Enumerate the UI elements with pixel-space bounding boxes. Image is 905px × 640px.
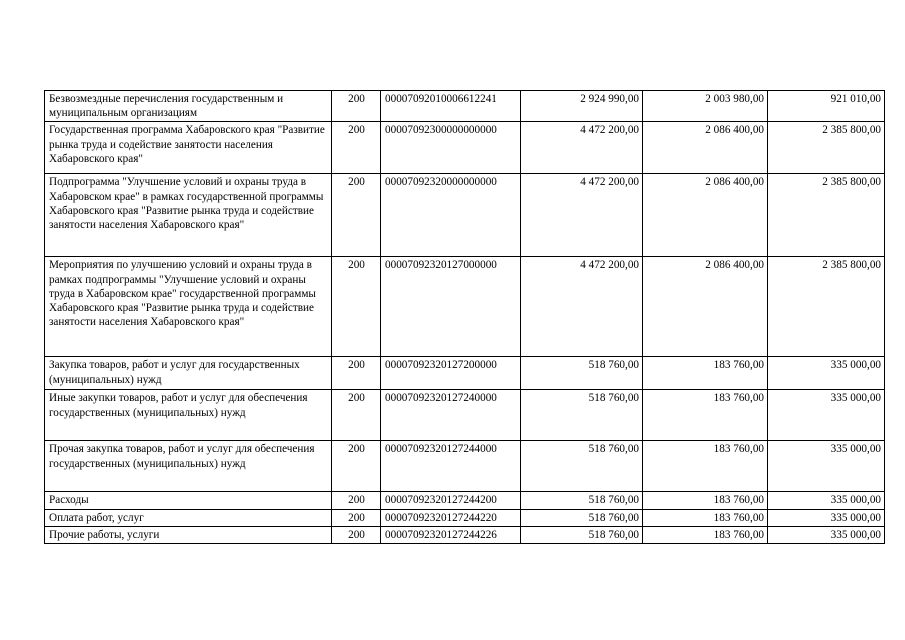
budget-table [44,90,885,544]
row-name: Расходы [45,492,332,509]
row-approved-amount: 518 760,00 [521,492,643,509]
table-row [45,91,885,122]
row-classification-code: 00007092320127000000 [381,257,521,357]
row-name: Подпрограмма "Улучшение условий и охраны труда в Хабаровском крае" в рамках государственной программы Хабаровского края "Развитие рынка труда и содействие занятости населения Хабаровского края" [45,174,332,257]
row-name: Прочие работы, услуги [45,526,332,543]
row-approved-amount: 4 472 200,00 [521,174,643,257]
budget-table-body [45,91,885,544]
row-executed-amount: 183 760,00 [643,441,768,492]
row-approved-amount: 518 760,00 [521,509,643,526]
table-row [45,526,885,543]
row-remaining-amount: 335 000,00 [768,492,885,509]
row-name: Безвозмездные перечисления государственным и муниципальным организациям [45,91,332,122]
row-classification-code: 00007092300000000000 [381,122,521,174]
row-name: Оплата работ, услуг [45,509,332,526]
row-code: 200 [332,357,381,390]
row-remaining-amount: 335 000,00 [768,357,885,390]
row-remaining-amount: 921 010,00 [768,91,885,122]
row-code: 200 [332,174,381,257]
table-row [45,441,885,492]
row-code: 200 [332,91,381,122]
row-remaining-amount: 2 385 800,00 [768,174,885,257]
table-row [45,174,885,257]
row-name: Государственная программа Хабаровского края "Развитие рынка труда и содействие занятости населения Хабаровского края" [45,122,332,174]
row-name: Прочая закупка товаров, работ и услуг для обеспечения государственных (муниципальных) нужд [45,441,332,492]
row-approved-amount: 518 760,00 [521,526,643,543]
row-remaining-amount: 2 385 800,00 [768,122,885,174]
row-classification-code: 00007092320000000000 [381,174,521,257]
row-name: Мероприятия по улучшению условий и охраны труда в рамках подпрограммы "Улучшение условий и охраны труда в Хабаровском крае" государственной программы Хабаровского края "Развитие рынка труда и содействие занятости населения Хабаровского края" [45,257,332,357]
table-row [45,390,885,441]
row-approved-amount: 518 760,00 [521,441,643,492]
row-executed-amount: 183 760,00 [643,509,768,526]
row-name: Иные закупки товаров, работ и услуг для обеспечения государственных (муниципальных) нужд [45,390,332,441]
row-classification-code: 00007092320127244000 [381,441,521,492]
row-approved-amount: 4 472 200,00 [521,122,643,174]
table-row [45,357,885,390]
row-approved-amount: 2 924 990,00 [521,91,643,122]
row-classification-code: 00007092320127244200 [381,492,521,509]
row-classification-code: 00007092010006612241 [381,91,521,122]
row-executed-amount: 183 760,00 [643,390,768,441]
row-executed-amount: 183 760,00 [643,357,768,390]
table-row [45,122,885,174]
table-row [45,492,885,509]
row-code: 200 [332,122,381,174]
row-code: 200 [332,257,381,357]
row-executed-amount: 2 086 400,00 [643,174,768,257]
row-remaining-amount: 335 000,00 [768,441,885,492]
row-name: Закупка товаров, работ и услуг для государственных (муниципальных) нужд [45,357,332,390]
row-executed-amount: 2 086 400,00 [643,257,768,357]
row-remaining-amount: 2 385 800,00 [768,257,885,357]
row-classification-code: 00007092320127244226 [381,526,521,543]
row-code: 200 [332,390,381,441]
row-remaining-amount: 335 000,00 [768,390,885,441]
row-approved-amount: 518 760,00 [521,390,643,441]
row-remaining-amount: 335 000,00 [768,509,885,526]
row-approved-amount: 518 760,00 [521,357,643,390]
row-classification-code: 00007092320127240000 [381,390,521,441]
row-remaining-amount: 335 000,00 [768,526,885,543]
row-classification-code: 00007092320127244220 [381,509,521,526]
table-row [45,509,885,526]
row-approved-amount: 4 472 200,00 [521,257,643,357]
table-row [45,257,885,357]
row-classification-code: 00007092320127200000 [381,357,521,390]
row-code: 200 [332,492,381,509]
row-code: 200 [332,526,381,543]
row-executed-amount: 2 003 980,00 [643,91,768,122]
row-executed-amount: 2 086 400,00 [643,122,768,174]
row-code: 200 [332,509,381,526]
row-executed-amount: 183 760,00 [643,492,768,509]
row-executed-amount: 183 760,00 [643,526,768,543]
row-code: 200 [332,441,381,492]
